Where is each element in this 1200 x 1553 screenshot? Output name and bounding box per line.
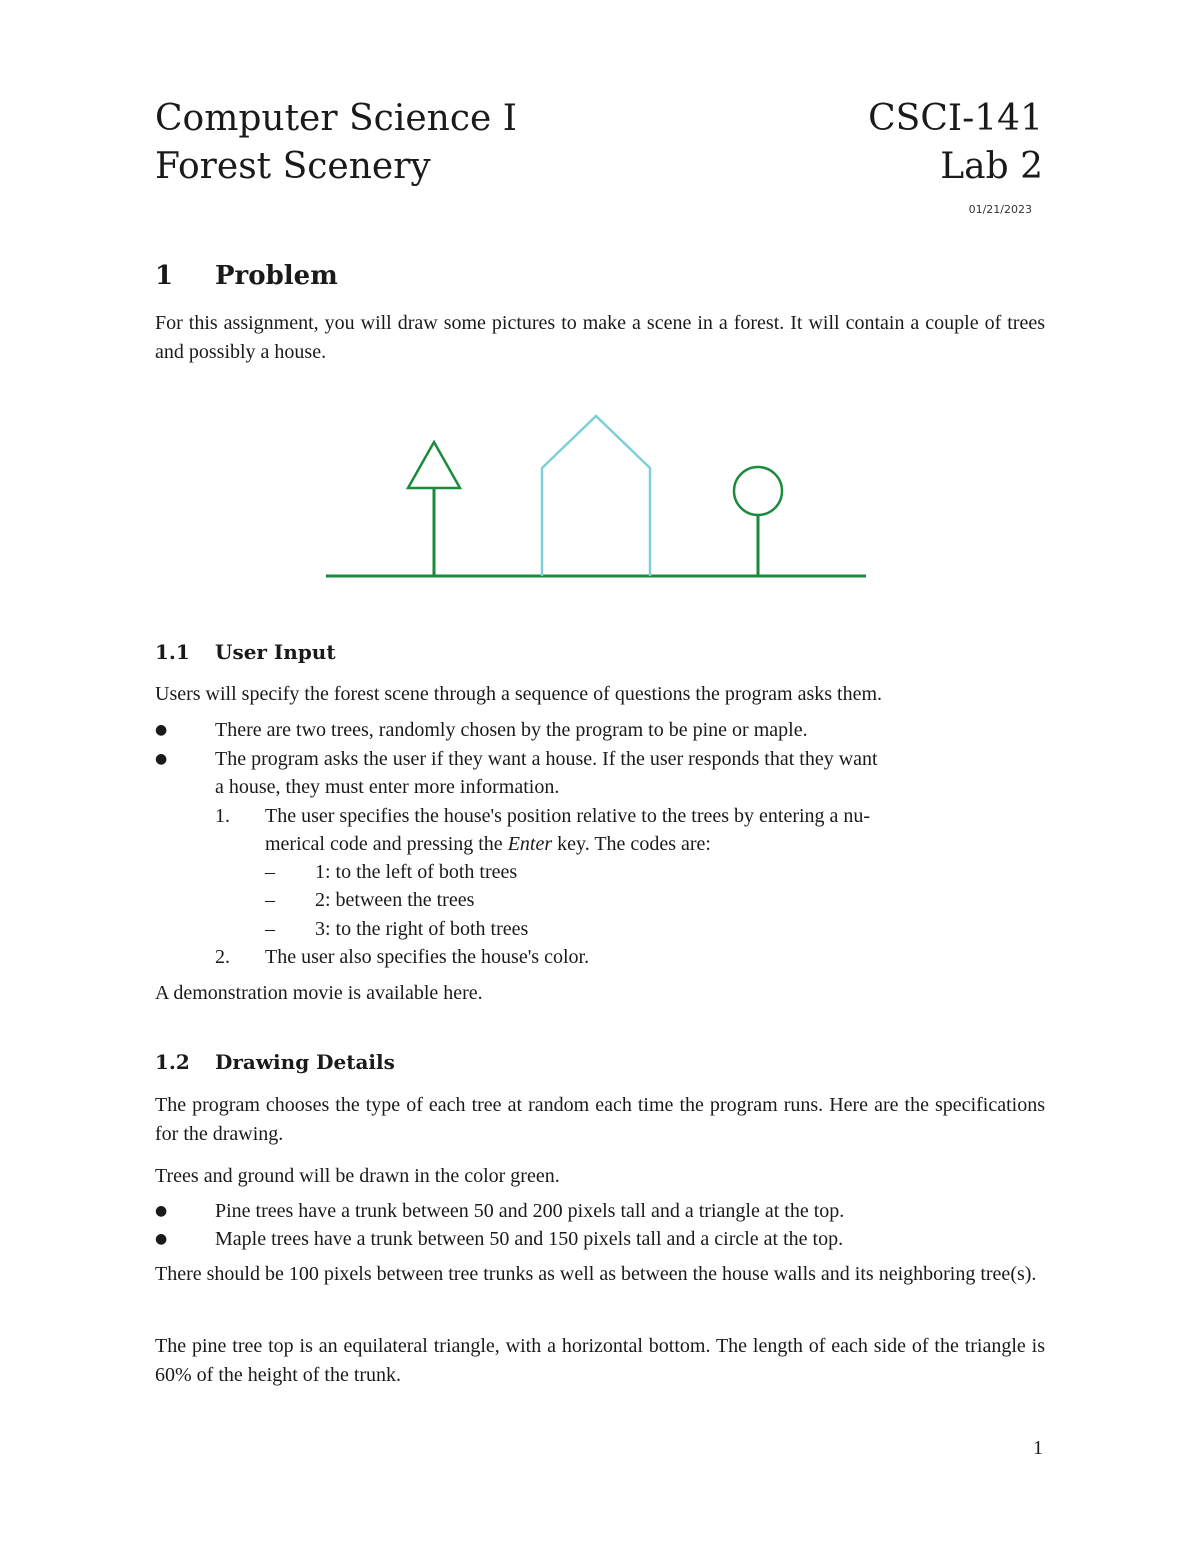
bullet-house-line-2: a house, they must enter more information. bbox=[215, 776, 560, 798]
section-1-heading bbox=[155, 260, 338, 292]
section-1-2-heading bbox=[155, 1049, 395, 1075]
section-title: Problem bbox=[215, 261, 338, 291]
code-1-item: 1: to the left of both trees bbox=[315, 861, 518, 883]
problem-paragraph: For this assignment, you will draw some pictures to make a scene in a forest. It will contain a couple of trees and possibly a house. bbox=[155, 312, 1045, 363]
pine-triangle-top bbox=[408, 442, 460, 488]
enter-key-emphasis: Enter bbox=[507, 833, 553, 855]
bullet-marker: ● bbox=[155, 1231, 168, 1247]
enum-marker-1: 1. bbox=[215, 805, 230, 827]
page-number: 1 bbox=[1033, 1437, 1043, 1459]
enum-item-1-line-2 bbox=[265, 830, 711, 859]
bullet-marker: ● bbox=[155, 751, 168, 767]
maple-circle-top bbox=[734, 467, 782, 515]
code-2-item: 2: between the trees bbox=[315, 889, 475, 911]
course-code: CSCI-141 bbox=[868, 98, 1043, 139]
enum-item-2: The user also specifies the house's color. bbox=[265, 946, 590, 968]
section-number: 1 bbox=[155, 261, 174, 291]
text-fragment: merical code and pressing the bbox=[265, 833, 508, 855]
drawing-details-paragraph-2: Trees and ground will be drawn in the color green. bbox=[155, 1165, 560, 1187]
bullet-marker: ● bbox=[155, 1203, 168, 1219]
section-title: Drawing Details bbox=[215, 1050, 395, 1074]
enum-marker-2: 2. bbox=[215, 946, 230, 968]
drawing-details-paragraph-3: There should be 100 pixels between tree trunks as well as between the house walls and its neighboring tree(s). bbox=[155, 1263, 1037, 1285]
bullet-marker: ● bbox=[155, 722, 168, 738]
bullet-two-trees: There are two trees, randomly chosen by the program to be pine or maple. bbox=[215, 719, 808, 741]
forest-scene-figure bbox=[300, 400, 900, 590]
dash-marker: – bbox=[265, 861, 275, 883]
drawing-details-paragraph-1: The program chooses the type of each tree at random each time the program runs. Here are the specifications for the drawing. bbox=[155, 1094, 1045, 1145]
dash-marker: – bbox=[265, 918, 275, 940]
drawing-details-paragraph-4: The pine tree top is an equilateral triangle, with a horizontal bottom. The length of each side of the triangle is 60% of the height of the trunk. bbox=[155, 1335, 1045, 1386]
section-title: User Input bbox=[215, 640, 336, 664]
demo-movie-text: A demonstration movie is available here. bbox=[155, 982, 483, 1004]
lab-title: Forest Scenery bbox=[155, 146, 431, 187]
bullet-house-line-1: The program asks the user if they want a house. If the user responds that they want bbox=[215, 748, 878, 770]
house-outline bbox=[542, 416, 650, 576]
section-number: 1.2 bbox=[155, 1050, 190, 1074]
document-date: 01/21/2023 bbox=[968, 203, 1032, 216]
section-1-1-heading bbox=[155, 639, 336, 665]
dash-marker: – bbox=[265, 889, 275, 911]
bullet-pine-trees: Pine trees have a trunk between 50 and 200 pixels tall and a triangle at the top. bbox=[215, 1200, 845, 1222]
enum-item-1-line-1: The user specifies the house's position relative to the trees by entering a nu- bbox=[265, 805, 871, 827]
user-input-intro: Users will specify the forest scene through a sequence of questions the program asks them. bbox=[155, 683, 883, 705]
lab-number: Lab 2 bbox=[940, 146, 1043, 187]
section-number: 1.1 bbox=[155, 640, 190, 664]
bullet-maple-trees: Maple trees have a trunk between 50 and 150 pixels tall and a circle at the top. bbox=[215, 1228, 844, 1250]
text-fragment: key. The codes are: bbox=[552, 833, 711, 855]
code-3-item: 3: to the right of both trees bbox=[315, 918, 529, 940]
course-title: Computer Science I bbox=[155, 98, 517, 139]
